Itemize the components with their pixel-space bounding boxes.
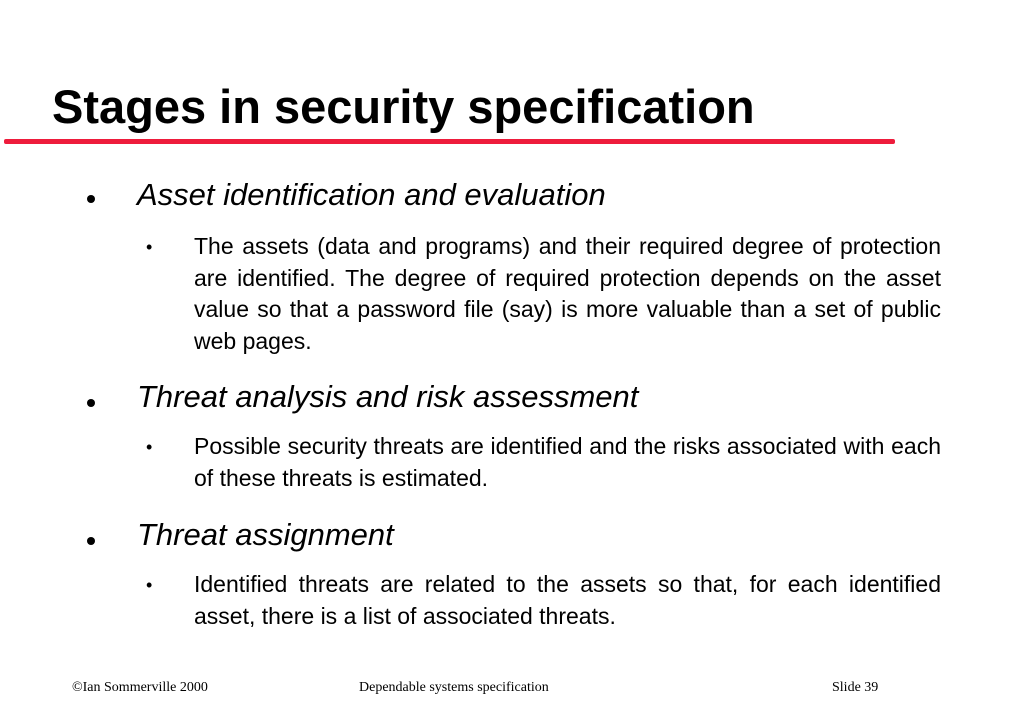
title-underline xyxy=(4,139,895,144)
section-heading: Threat analysis and risk assessment xyxy=(137,379,639,414)
section-detail: The assets (data and programs) and their required degree of protection are identified. The degree of required protection depends on the asset value so that a password file (say) is more valuable than a set of public web pages. xyxy=(194,233,941,354)
sub-bullet-icon: • xyxy=(146,237,153,257)
sub-bullet-icon: • xyxy=(146,437,153,457)
section-detail: Identified threats are related to the assets so that, for each identified asset, there is a list of associated threats. xyxy=(194,571,941,629)
section-detail: Possible security threats are identified and the risks associated with each of these threats is estimated. xyxy=(194,433,941,491)
footer-course: Dependable systems specification xyxy=(359,680,549,695)
bullet-dot-icon xyxy=(87,537,95,545)
footer-slide-number: Slide 39 xyxy=(832,680,879,695)
bullet-dot-icon xyxy=(87,195,95,203)
section-heading: Asset identification and evaluation xyxy=(137,177,606,212)
section-heading: Threat assignment xyxy=(137,517,394,552)
sub-bullet-icon: • xyxy=(146,575,153,595)
footer-copyright: ©Ian Sommerville 2000 xyxy=(72,680,208,695)
slide-title: Stages in security specification xyxy=(52,80,755,133)
bullet-dot-icon xyxy=(87,399,95,407)
